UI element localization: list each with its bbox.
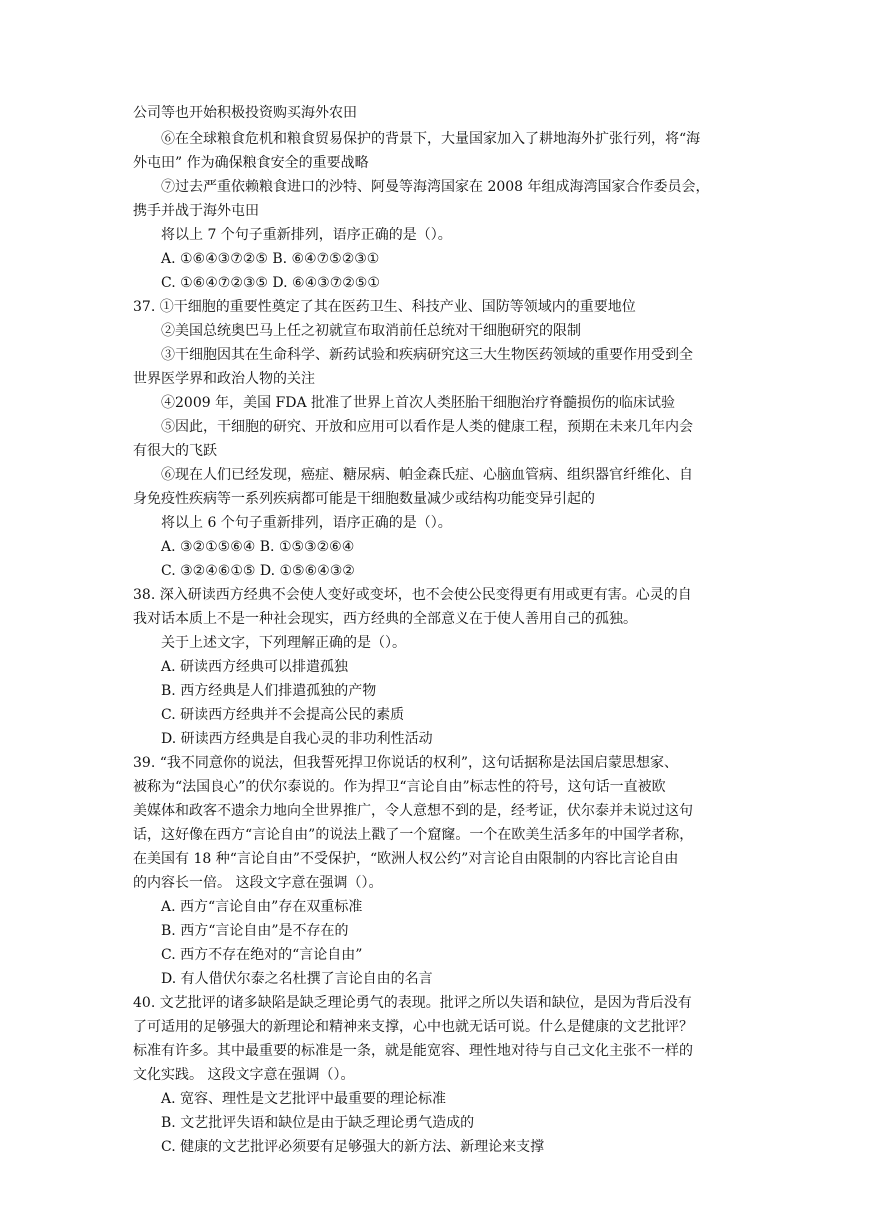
- option-line: C. ①⑥④⑦②③⑤ D. ⑥④③⑦②⑤①: [161, 275, 380, 291]
- text-line: 美媒体和政客不遗余力地向全世界推广，令人意想不到的是，经考证，伏尔泰并未说过这句: [133, 803, 693, 819]
- text-line: 了可适用的足够强大的新理论和精神来支撑，心中也就无话可说。什么是健康的文艺批评？: [133, 1019, 693, 1035]
- text-line: 在美国有 18 种“言论自由”不受保护，“欧洲人权公约”对言论自由限制的内容比言论自由: [133, 851, 679, 867]
- text-line: 公司等也开始积极投资购买海外农田: [133, 105, 357, 121]
- text-line: ⑤因此，干细胞的研究、开放和应用可以看作是人类的健康工程，预期在未来几年内会: [161, 419, 693, 435]
- text-line: ③干细胞因其在生命科学、新药试验和疾病研究这三大生物医药领域的重要作用受到全: [161, 347, 693, 363]
- option-line: A. ①⑥④③⑦②⑤ B. ⑥④⑦⑤②③①: [161, 251, 380, 267]
- option-line: C. 西方不存在绝对的“言论自由”: [161, 947, 363, 963]
- option-line: D. 有人借伏尔泰之名杜撰了言论自由的名言: [161, 971, 433, 987]
- option-line: D. 研读西方经典是自我心灵的非功利性活动: [161, 731, 433, 747]
- option-line: C. 健康的文艺批评必须要有足够强大的新方法、新理论来支撑: [161, 1139, 545, 1155]
- text-line: 标准有许多。其中最重要的标准是一条，就是能宽容、理性地对待与自己文化主张不一样的: [133, 1043, 693, 1059]
- question-40-line: 40. 文艺批评的诸多缺陷是缺乏理论勇气的表现。批评之所以失语和缺位，是因为背后没有: [133, 995, 692, 1011]
- question-37-line: 37. ①干细胞的重要性奠定了其在医药卫生、科技产业、国防等领域内的重要地位: [133, 299, 636, 315]
- text-line: 世界医学界和政治人物的关注: [133, 371, 315, 387]
- question-38-line: 38. 深入研读西方经典不会使人变好或变坏，也不会使公民变得更有用或更有害。心灵的自: [133, 587, 692, 603]
- text-line: 身免疫性疾病等一系列疾病都可能是干细胞数量减少或结构功能变异引起的: [133, 491, 595, 507]
- text-line: ④2009 年，美国 FDA 批准了世界上首次人类胚胎干细胞治疗脊髓损伤的临床试验: [161, 395, 676, 411]
- question-39-line: 39. “我不同意你的说法，但我誓死捍卫你说话的权利”，这句话据称是法国启蒙思想家、: [133, 755, 679, 771]
- text-line: 外屯田” 作为确保粮食安全的重要战略: [133, 155, 369, 171]
- text-line: 携手并战于海外屯田: [133, 203, 259, 219]
- text-line: ⑥在全球粮食危机和粮食贸易保护的背景下，大量国家加入了耕地海外扩张行列，将“海: [161, 131, 701, 147]
- option-line: B. 西方“言论自由”是不存在的: [161, 923, 349, 939]
- text-line: 文化实践。 这段文字意在强调（）。: [133, 1067, 355, 1083]
- option-line: B. 西方经典是人们排遣孤独的产物: [161, 683, 377, 699]
- text-line: 有很大的飞跃: [133, 443, 217, 459]
- option-line: A. 研读西方经典可以排遣孤独: [161, 659, 349, 675]
- text-line: 我对话本质上不是一种社会现实，西方经典的全部意义在于使人善用自己的孤独。: [133, 611, 637, 627]
- option-line: B. 文艺批评失语和缺位是由于缺乏理论勇气造成的: [161, 1115, 475, 1131]
- text-line: 话，这好像在西方“言论自由”的说法上戳了一个窟窿。一个在欧美生活多年的中国学者称，: [133, 827, 694, 843]
- text-line: ⑥现在人们已经发现，癌症、糖尿病、帕金森氏症、心脑血管病、组织器官纤维化、自: [161, 467, 693, 483]
- option-line: C. ③②④⑥①⑤ D. ①⑤⑥④③②: [161, 563, 355, 579]
- option-line: A. 西方“言论自由”存在双重标准: [161, 899, 363, 915]
- text-line: 被称为“法国良心”的伏尔泰说的。作为捍卫“言论自由”标志性的符号，这句话一直被欧: [133, 779, 666, 795]
- text-line: ②美国总统奥巴马上任之初就宣布取消前任总统对干细胞研究的限制: [161, 323, 581, 339]
- text-line: 关于上述文字，下列理解正确的是（）。: [161, 635, 406, 651]
- text-line: ⑦过去严重依赖粮食进口的沙特、阿曼等海湾国家在 2008 年组成海湾国家合作委员会，: [161, 179, 710, 195]
- option-line: A. ③②①⑤⑥④ B. ①⑤③②⑥④: [161, 539, 355, 555]
- text-line: 的内容长一倍。 这段文字意在强调（）。: [133, 875, 383, 891]
- text-line: 将以上 6 个句子重新排列，语序正确的是（）。: [161, 515, 452, 531]
- option-line: C. 研读西方经典并不会提高公民的素质: [161, 707, 405, 723]
- option-line: A. 宽容、理性是文艺批评中最重要的理论标准: [161, 1091, 447, 1107]
- text-line: 将以上 7 个句子重新排列，语序正确的是（）。: [161, 227, 452, 243]
